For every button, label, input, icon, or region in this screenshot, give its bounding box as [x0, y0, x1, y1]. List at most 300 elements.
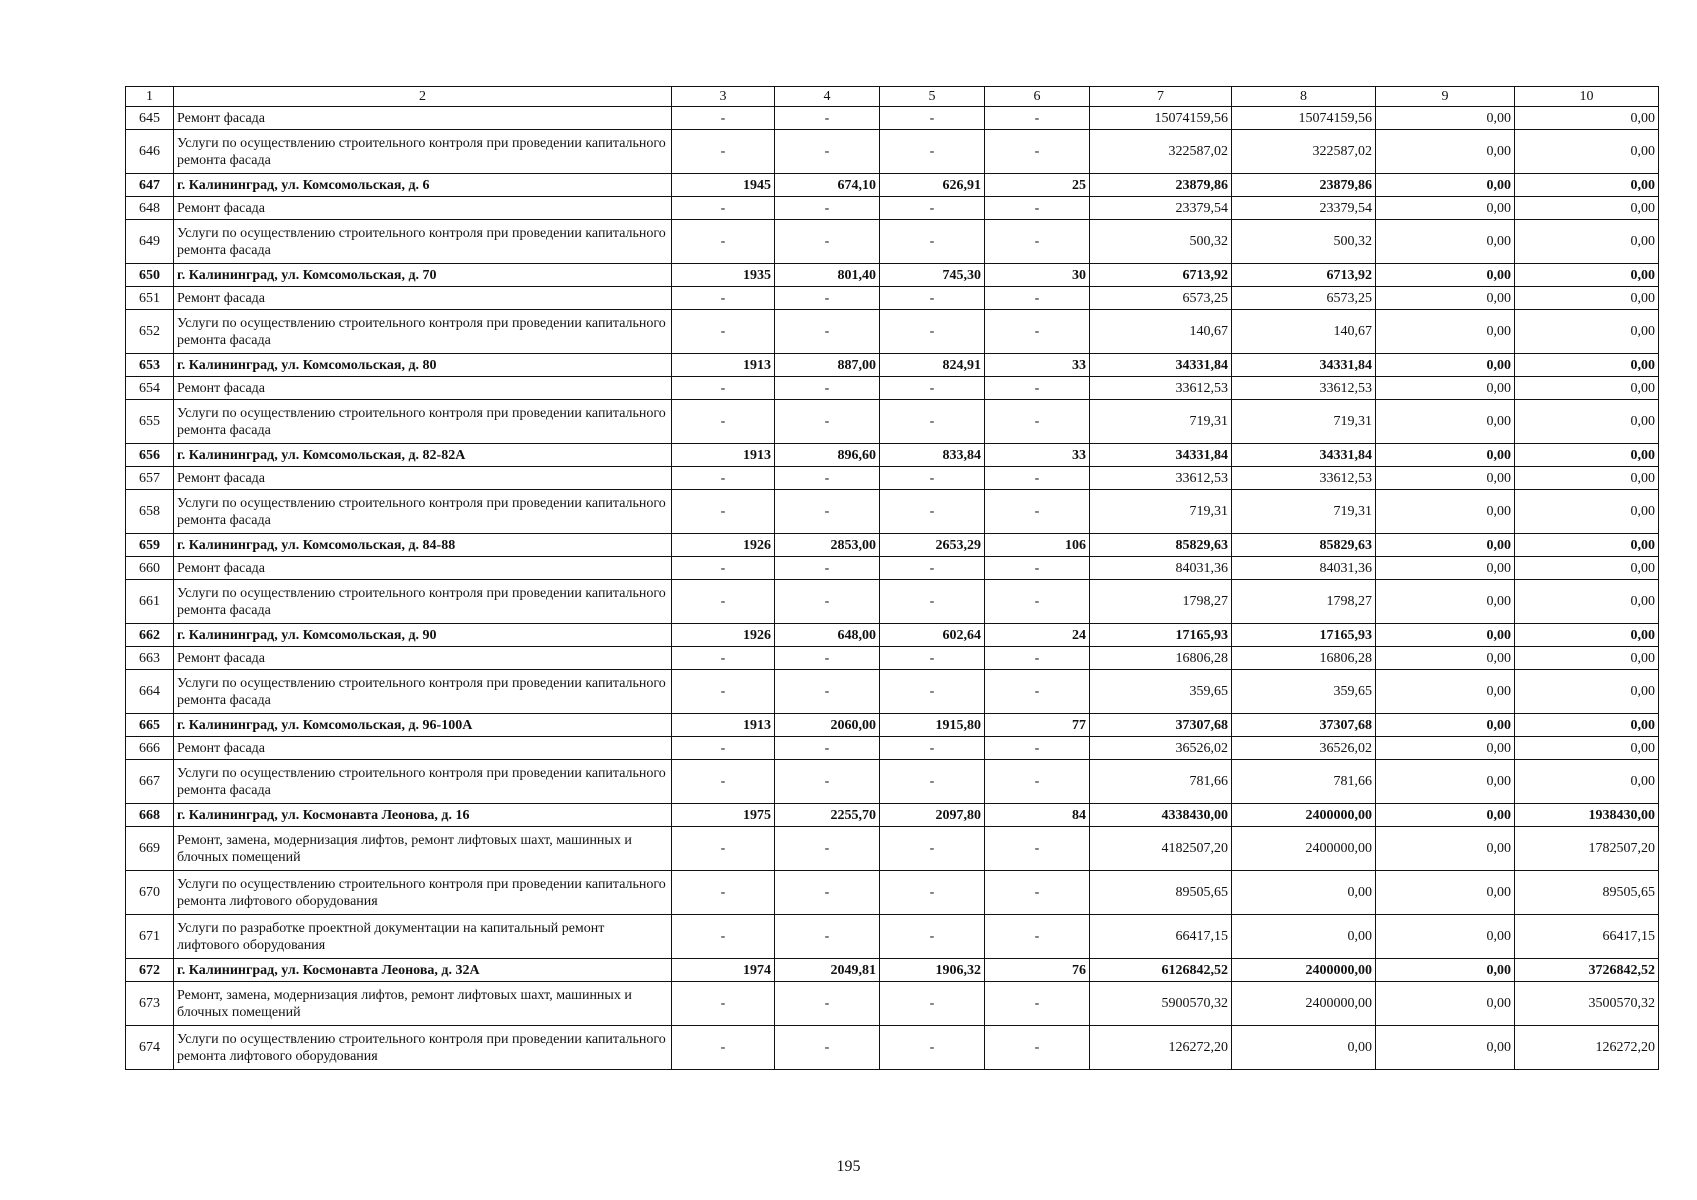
- work-description-cell: Ремонт фасада: [174, 197, 672, 220]
- amount-cell-v9: 0,00: [1376, 264, 1515, 287]
- amount-cell-v9: 0,00: [1376, 827, 1515, 871]
- value-cell-v6: 24: [985, 624, 1090, 647]
- empty-value-dash: -: [775, 557, 880, 580]
- empty-value-dash: -: [880, 760, 985, 804]
- empty-value-dash: -: [985, 107, 1090, 130]
- address-row: [126, 804, 1659, 827]
- budget-table: [125, 86, 1659, 1070]
- empty-value-dash: -: [880, 490, 985, 534]
- empty-value-dash: -: [880, 915, 985, 959]
- empty-value-dash: -: [775, 287, 880, 310]
- column-number-header: 9: [1376, 87, 1515, 107]
- empty-value-dash: -: [880, 670, 985, 714]
- row-number: 655: [126, 400, 174, 444]
- value-cell-v6: 77: [985, 714, 1090, 737]
- value-cell-v5: 1915,80: [880, 714, 985, 737]
- row-number: 653: [126, 354, 174, 377]
- work-item-row: [126, 400, 1659, 444]
- amount-cell-v10: 0,00: [1515, 647, 1659, 670]
- value-cell-v4: 2255,70: [775, 804, 880, 827]
- value-cell-v4: 674,10: [775, 174, 880, 197]
- amount-cell-v9: 0,00: [1376, 377, 1515, 400]
- amount-cell-v9: 0,00: [1376, 130, 1515, 174]
- amount-cell-v8: 16806,28: [1232, 647, 1376, 670]
- amount-cell-v7: 66417,15: [1090, 915, 1232, 959]
- empty-value-dash: -: [672, 580, 775, 624]
- empty-value-dash: -: [775, 310, 880, 354]
- empty-value-dash: -: [672, 107, 775, 130]
- work-description-cell: Ремонт фасада: [174, 557, 672, 580]
- address-row: [126, 174, 1659, 197]
- work-item-row: [126, 647, 1659, 670]
- address-row: [126, 534, 1659, 557]
- empty-value-dash: -: [985, 871, 1090, 915]
- amount-cell-v10: 0,00: [1515, 264, 1659, 287]
- row-number: 662: [126, 624, 174, 647]
- amount-cell-v8: 322587,02: [1232, 130, 1376, 174]
- value-cell-v6: 84: [985, 804, 1090, 827]
- empty-value-dash: -: [775, 1026, 880, 1070]
- value-cell-v3: 1975: [672, 804, 775, 827]
- empty-value-dash: -: [985, 915, 1090, 959]
- address-cell: г. Калининград, ул. Комсомольская, д. 90: [174, 624, 672, 647]
- amount-cell-v8: 84031,36: [1232, 557, 1376, 580]
- empty-value-dash: -: [985, 197, 1090, 220]
- empty-value-dash: -: [775, 871, 880, 915]
- work-item-row: [126, 310, 1659, 354]
- amount-cell-v8: 781,66: [1232, 760, 1376, 804]
- empty-value-dash: -: [985, 557, 1090, 580]
- amount-cell-v7: 4338430,00: [1090, 804, 1232, 827]
- empty-value-dash: -: [985, 737, 1090, 760]
- value-cell-v4: 648,00: [775, 624, 880, 647]
- row-number: 651: [126, 287, 174, 310]
- column-number-header: 2: [174, 87, 672, 107]
- work-description-cell: Ремонт, замена, модернизация лифтов, ремонт лифтовых шахт, машинных и блочных помещений: [174, 827, 672, 871]
- amount-cell-v9: 0,00: [1376, 624, 1515, 647]
- value-cell-v6: 25: [985, 174, 1090, 197]
- amount-cell-v7: 719,31: [1090, 490, 1232, 534]
- work-item-row: [126, 467, 1659, 490]
- amount-cell-v8: 23879,86: [1232, 174, 1376, 197]
- row-number: 664: [126, 670, 174, 714]
- amount-cell-v10: 1938430,00: [1515, 804, 1659, 827]
- value-cell-v5: 1906,32: [880, 959, 985, 982]
- amount-cell-v8: 1798,27: [1232, 580, 1376, 624]
- work-item-row: [126, 490, 1659, 534]
- column-number-header: 8: [1232, 87, 1376, 107]
- amount-cell-v8: 85829,63: [1232, 534, 1376, 557]
- empty-value-dash: -: [672, 827, 775, 871]
- work-description-cell: Услуги по осуществлению строительного контроля при проведении капитального ремонта фасада: [174, 490, 672, 534]
- amount-cell-v10: 0,00: [1515, 534, 1659, 557]
- work-description-cell: Услуги по осуществлению строительного контроля при проведении капитального ремонта фасада: [174, 220, 672, 264]
- row-number: 647: [126, 174, 174, 197]
- empty-value-dash: -: [985, 490, 1090, 534]
- row-number: 660: [126, 557, 174, 580]
- amount-cell-v10: 0,00: [1515, 760, 1659, 804]
- empty-value-dash: -: [880, 982, 985, 1026]
- empty-value-dash: -: [985, 310, 1090, 354]
- empty-value-dash: -: [672, 915, 775, 959]
- address-cell: г. Калининград, ул. Комсомольская, д. 80: [174, 354, 672, 377]
- value-cell-v5: 824,91: [880, 354, 985, 377]
- work-description-cell: Услуги по осуществлению строительного контроля при проведении капитального ремонта фасада: [174, 130, 672, 174]
- empty-value-dash: -: [672, 670, 775, 714]
- work-description-cell: Услуги по осуществлению строительного контроля при проведении капитального ремонта лифтового оборудования: [174, 871, 672, 915]
- address-cell: г. Калининград, ул. Комсомольская, д. 82-82А: [174, 444, 672, 467]
- value-cell-v4: 801,40: [775, 264, 880, 287]
- amount-cell-v10: 126272,20: [1515, 1026, 1659, 1070]
- work-item-row: [126, 871, 1659, 915]
- amount-cell-v10: 0,00: [1515, 490, 1659, 534]
- work-description-cell: Услуги по разработке проектной документации на капитальный ремонт лифтового оборудования: [174, 915, 672, 959]
- page-number: 195: [836, 1158, 861, 1175]
- amount-cell-v10: 0,00: [1515, 580, 1659, 624]
- value-cell-v3: 1945: [672, 174, 775, 197]
- row-number: 673: [126, 982, 174, 1026]
- amount-cell-v10: 0,00: [1515, 107, 1659, 130]
- column-number-header: 6: [985, 87, 1090, 107]
- amount-cell-v9: 0,00: [1376, 354, 1515, 377]
- row-number: 663: [126, 647, 174, 670]
- empty-value-dash: -: [985, 647, 1090, 670]
- amount-cell-v10: 0,00: [1515, 174, 1659, 197]
- amount-cell-v8: 33612,53: [1232, 377, 1376, 400]
- amount-cell-v8: 15074159,56: [1232, 107, 1376, 130]
- amount-cell-v8: 500,32: [1232, 220, 1376, 264]
- value-cell-v6: 76: [985, 959, 1090, 982]
- amount-cell-v7: 16806,28: [1090, 647, 1232, 670]
- empty-value-dash: -: [672, 287, 775, 310]
- empty-value-dash: -: [880, 130, 985, 174]
- amount-cell-v7: 84031,36: [1090, 557, 1232, 580]
- work-item-row: [126, 197, 1659, 220]
- work-item-row: [126, 760, 1659, 804]
- amount-cell-v10: 0,00: [1515, 197, 1659, 220]
- work-description-cell: Услуги по осуществлению строительного контроля при проведении капитального ремонта фасада: [174, 760, 672, 804]
- amount-cell-v7: 37307,68: [1090, 714, 1232, 737]
- empty-value-dash: -: [985, 827, 1090, 871]
- empty-value-dash: -: [880, 827, 985, 871]
- amount-cell-v8: 359,65: [1232, 670, 1376, 714]
- amount-cell-v8: 0,00: [1232, 915, 1376, 959]
- work-item-row: [126, 557, 1659, 580]
- amount-cell-v8: 17165,93: [1232, 624, 1376, 647]
- amount-cell-v8: 34331,84: [1232, 354, 1376, 377]
- work-item-row: [126, 1026, 1659, 1070]
- value-cell-v4: 896,60: [775, 444, 880, 467]
- amount-cell-v9: 0,00: [1376, 400, 1515, 444]
- address-cell: г. Калининград, ул. Космонавта Леонова, д. 16: [174, 804, 672, 827]
- empty-value-dash: -: [672, 467, 775, 490]
- address-cell: г. Калининград, ул. Комсомольская, д. 96-100А: [174, 714, 672, 737]
- amount-cell-v9: 0,00: [1376, 287, 1515, 310]
- amount-cell-v9: 0,00: [1376, 1026, 1515, 1070]
- address-cell: г. Калининград, ул. Комсомольская, д. 84-88: [174, 534, 672, 557]
- empty-value-dash: -: [775, 737, 880, 760]
- empty-value-dash: -: [985, 760, 1090, 804]
- amount-cell-v8: 23379,54: [1232, 197, 1376, 220]
- value-cell-v6: 30: [985, 264, 1090, 287]
- amount-cell-v7: 126272,20: [1090, 1026, 1232, 1070]
- work-item-row: [126, 670, 1659, 714]
- empty-value-dash: -: [672, 871, 775, 915]
- amount-cell-v7: 89505,65: [1090, 871, 1232, 915]
- amount-cell-v7: 85829,63: [1090, 534, 1232, 557]
- row-number: 667: [126, 760, 174, 804]
- value-cell-v6: 106: [985, 534, 1090, 557]
- amount-cell-v8: 0,00: [1232, 1026, 1376, 1070]
- empty-value-dash: -: [880, 287, 985, 310]
- amount-cell-v9: 0,00: [1376, 444, 1515, 467]
- address-row: [126, 444, 1659, 467]
- amount-cell-v8: 34331,84: [1232, 444, 1376, 467]
- value-cell-v6: 33: [985, 354, 1090, 377]
- empty-value-dash: -: [672, 130, 775, 174]
- amount-cell-v9: 0,00: [1376, 174, 1515, 197]
- work-description-cell: Ремонт фасада: [174, 647, 672, 670]
- amount-cell-v7: 5900570,32: [1090, 982, 1232, 1026]
- value-cell-v4: 2049,81: [775, 959, 880, 982]
- amount-cell-v9: 0,00: [1376, 647, 1515, 670]
- amount-cell-v10: 0,00: [1515, 354, 1659, 377]
- row-number: 658: [126, 490, 174, 534]
- work-item-row: [126, 220, 1659, 264]
- amount-cell-v10: 1782507,20: [1515, 827, 1659, 871]
- empty-value-dash: -: [775, 915, 880, 959]
- column-number-header: 1: [126, 87, 174, 107]
- empty-value-dash: -: [672, 490, 775, 534]
- amount-cell-v10: 89505,65: [1515, 871, 1659, 915]
- address-cell: г. Калининград, ул. Комсомольская, д. 70: [174, 264, 672, 287]
- row-number: 645: [126, 107, 174, 130]
- work-item-row: [126, 107, 1659, 130]
- value-cell-v5: 2653,29: [880, 534, 985, 557]
- value-cell-v4: 2060,00: [775, 714, 880, 737]
- value-cell-v4: 887,00: [775, 354, 880, 377]
- row-number: 671: [126, 915, 174, 959]
- amount-cell-v8: 6573,25: [1232, 287, 1376, 310]
- row-number: 648: [126, 197, 174, 220]
- empty-value-dash: -: [775, 760, 880, 804]
- column-number-header: 7: [1090, 87, 1232, 107]
- value-cell-v3: 1913: [672, 444, 775, 467]
- amount-cell-v9: 0,00: [1376, 804, 1515, 827]
- empty-value-dash: -: [672, 1026, 775, 1070]
- work-description-cell: Услуги по осуществлению строительного контроля при проведении капитального ремонта лифтового оборудования: [174, 1026, 672, 1070]
- work-description-cell: Ремонт фасада: [174, 467, 672, 490]
- amount-cell-v10: 3500570,32: [1515, 982, 1659, 1026]
- value-cell-v3: 1913: [672, 354, 775, 377]
- amount-cell-v9: 0,00: [1376, 670, 1515, 714]
- empty-value-dash: -: [672, 220, 775, 264]
- work-item-row: [126, 827, 1659, 871]
- empty-value-dash: -: [985, 467, 1090, 490]
- empty-value-dash: -: [775, 982, 880, 1026]
- amount-cell-v9: 0,00: [1376, 714, 1515, 737]
- amount-cell-v10: 0,00: [1515, 467, 1659, 490]
- work-description-cell: Ремонт фасада: [174, 377, 672, 400]
- empty-value-dash: -: [985, 377, 1090, 400]
- empty-value-dash: -: [672, 197, 775, 220]
- amount-cell-v10: 0,00: [1515, 130, 1659, 174]
- address-row: [126, 264, 1659, 287]
- column-number-header: 3: [672, 87, 775, 107]
- value-cell-v3: 1926: [672, 624, 775, 647]
- amount-cell-v9: 0,00: [1376, 467, 1515, 490]
- amount-cell-v9: 0,00: [1376, 737, 1515, 760]
- row-number: 652: [126, 310, 174, 354]
- address-row: [126, 714, 1659, 737]
- amount-cell-v8: 2400000,00: [1232, 982, 1376, 1026]
- amount-cell-v7: 34331,84: [1090, 354, 1232, 377]
- amount-cell-v8: 140,67: [1232, 310, 1376, 354]
- empty-value-dash: -: [985, 130, 1090, 174]
- amount-cell-v7: 36526,02: [1090, 737, 1232, 760]
- work-description-cell: Ремонт фасада: [174, 287, 672, 310]
- amount-cell-v10: 66417,15: [1515, 915, 1659, 959]
- amount-cell-v8: 2400000,00: [1232, 804, 1376, 827]
- row-number: 650: [126, 264, 174, 287]
- address-row: [126, 354, 1659, 377]
- empty-value-dash: -: [775, 197, 880, 220]
- empty-value-dash: -: [775, 580, 880, 624]
- column-number-header: 4: [775, 87, 880, 107]
- empty-value-dash: -: [880, 377, 985, 400]
- empty-value-dash: -: [880, 557, 985, 580]
- row-number: 668: [126, 804, 174, 827]
- work-item-row: [126, 580, 1659, 624]
- value-cell-v3: 1974: [672, 959, 775, 982]
- row-number: 654: [126, 377, 174, 400]
- empty-value-dash: -: [880, 1026, 985, 1070]
- amount-cell-v7: 781,66: [1090, 760, 1232, 804]
- row-number: 669: [126, 827, 174, 871]
- empty-value-dash: -: [775, 490, 880, 534]
- value-cell-v5: 2097,80: [880, 804, 985, 827]
- amount-cell-v7: 17165,93: [1090, 624, 1232, 647]
- empty-value-dash: -: [775, 220, 880, 264]
- empty-value-dash: -: [880, 871, 985, 915]
- work-item-row: [126, 377, 1659, 400]
- empty-value-dash: -: [775, 400, 880, 444]
- amount-cell-v8: 719,31: [1232, 490, 1376, 534]
- amount-cell-v10: 0,00: [1515, 624, 1659, 647]
- amount-cell-v7: 4182507,20: [1090, 827, 1232, 871]
- row-number: 661: [126, 580, 174, 624]
- empty-value-dash: -: [880, 197, 985, 220]
- value-cell-v6: 33: [985, 444, 1090, 467]
- empty-value-dash: -: [880, 737, 985, 760]
- empty-value-dash: -: [985, 287, 1090, 310]
- empty-value-dash: -: [880, 310, 985, 354]
- row-number: 670: [126, 871, 174, 915]
- work-item-row: [126, 130, 1659, 174]
- row-number: 674: [126, 1026, 174, 1070]
- amount-cell-v9: 0,00: [1376, 107, 1515, 130]
- address-row: [126, 624, 1659, 647]
- empty-value-dash: -: [775, 130, 880, 174]
- empty-value-dash: -: [775, 467, 880, 490]
- work-description-cell: Услуги по осуществлению строительного контроля при проведении капитального ремонта фасада: [174, 310, 672, 354]
- empty-value-dash: -: [880, 400, 985, 444]
- empty-value-dash: -: [985, 670, 1090, 714]
- amount-cell-v9: 0,00: [1376, 490, 1515, 534]
- row-number: 656: [126, 444, 174, 467]
- empty-value-dash: -: [985, 580, 1090, 624]
- empty-value-dash: -: [985, 400, 1090, 444]
- amount-cell-v7: 6713,92: [1090, 264, 1232, 287]
- amount-cell-v7: 34331,84: [1090, 444, 1232, 467]
- row-number: 649: [126, 220, 174, 264]
- empty-value-dash: -: [775, 647, 880, 670]
- amount-cell-v9: 0,00: [1376, 220, 1515, 264]
- value-cell-v4: 2853,00: [775, 534, 880, 557]
- amount-cell-v10: 0,00: [1515, 670, 1659, 714]
- value-cell-v5: 626,91: [880, 174, 985, 197]
- empty-value-dash: -: [880, 647, 985, 670]
- amount-cell-v10: 0,00: [1515, 220, 1659, 264]
- amount-cell-v7: 23879,86: [1090, 174, 1232, 197]
- amount-cell-v10: 0,00: [1515, 400, 1659, 444]
- empty-value-dash: -: [672, 557, 775, 580]
- row-number: 666: [126, 737, 174, 760]
- row-number: 672: [126, 959, 174, 982]
- address-cell: г. Калининград, ул. Комсомольская, д. 6: [174, 174, 672, 197]
- amount-cell-v8: 719,31: [1232, 400, 1376, 444]
- amount-cell-v10: 0,00: [1515, 444, 1659, 467]
- amount-cell-v7: 6573,25: [1090, 287, 1232, 310]
- empty-value-dash: -: [880, 220, 985, 264]
- amount-cell-v8: 0,00: [1232, 871, 1376, 915]
- amount-cell-v7: 500,32: [1090, 220, 1232, 264]
- amount-cell-v10: 3726842,52: [1515, 959, 1659, 982]
- amount-cell-v7: 359,65: [1090, 670, 1232, 714]
- empty-value-dash: -: [775, 827, 880, 871]
- amount-cell-v9: 0,00: [1376, 915, 1515, 959]
- row-number: 665: [126, 714, 174, 737]
- amount-cell-v9: 0,00: [1376, 959, 1515, 982]
- amount-cell-v9: 0,00: [1376, 760, 1515, 804]
- column-number-header: 10: [1515, 87, 1659, 107]
- amount-cell-v8: 33612,53: [1232, 467, 1376, 490]
- amount-cell-v8: 6713,92: [1232, 264, 1376, 287]
- empty-value-dash: -: [672, 982, 775, 1026]
- work-item-row: [126, 737, 1659, 760]
- amount-cell-v9: 0,00: [1376, 534, 1515, 557]
- empty-value-dash: -: [985, 220, 1090, 264]
- empty-value-dash: -: [775, 670, 880, 714]
- amount-cell-v7: 6126842,52: [1090, 959, 1232, 982]
- amount-cell-v7: 23379,54: [1090, 197, 1232, 220]
- empty-value-dash: -: [880, 107, 985, 130]
- work-description-cell: Ремонт фасада: [174, 737, 672, 760]
- amount-cell-v10: 0,00: [1515, 377, 1659, 400]
- table-body: [126, 107, 1659, 1070]
- empty-value-dash: -: [985, 1026, 1090, 1070]
- empty-value-dash: -: [880, 580, 985, 624]
- empty-value-dash: -: [672, 737, 775, 760]
- value-cell-v5: 602,64: [880, 624, 985, 647]
- empty-value-dash: -: [672, 400, 775, 444]
- work-description-cell: Ремонт, замена, модернизация лифтов, ремонт лифтовых шахт, машинных и блочных помещений: [174, 982, 672, 1026]
- amount-cell-v10: 0,00: [1515, 557, 1659, 580]
- work-description-cell: Услуги по осуществлению строительного контроля при проведении капитального ремонта фасада: [174, 670, 672, 714]
- amount-cell-v7: 33612,53: [1090, 467, 1232, 490]
- work-item-row: [126, 982, 1659, 1026]
- empty-value-dash: -: [672, 377, 775, 400]
